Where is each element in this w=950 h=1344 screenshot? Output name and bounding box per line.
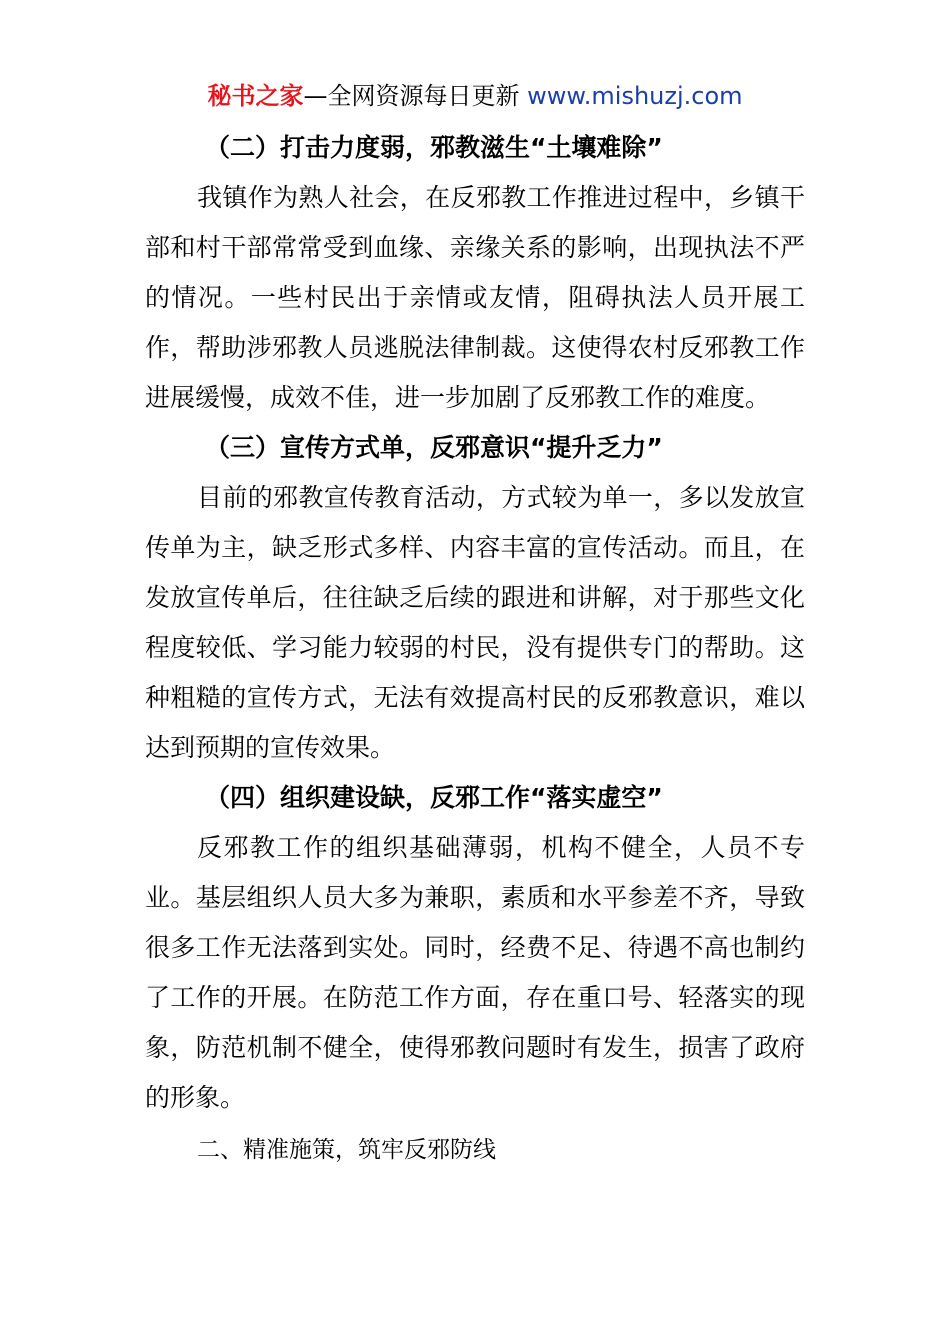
- section-heading-3: （三）宣传方式单，反邪意识“提升乏力”: [205, 433, 663, 462]
- site-slogan: —全网资源每日更新: [303, 82, 528, 110]
- section-heading-2: （二）打击力度弱，邪教滋生“土壤难除”: [205, 133, 663, 162]
- section-paragraph-2: 我镇作为熟人社会，在反邪教工作推进过程中，乡镇干部和村干部常常受到血缘、亲缘关系的影响，出现执法不严的情况。一些村民出于亲情或友情，阻碍执法人员开展工作，帮助涉邪教人员逃脱法律制裁。这使得农村反邪教工作进展缓慢，成效不佳，进一步加剧了反邪教工作的难度。: [145, 183, 805, 412]
- section-paragraph-4: 反邪教工作的组织基础薄弱，机构不健全，人员不专业。基层组织人员大多为兼职，素质和水平参差不齐，导致很多工作无法落到实处。同时，经费不足、待遇不高也制约了工作的开展。在防范工作方面，存在重口号、轻落实的现象，防范机制不健全，使得邪教问题时有发生，损害了政府的形象。: [145, 833, 805, 1112]
- section-paragraph-3: 目前的邪教宣传教育活动，方式较为单一，多以发放宣传单为主，缺乏形式多样、内容丰富的宣传活动。而且，在发放宣传单后，往往缺乏后续的跟进和讲解，对于那些文化程度较低、学习能力较弱的村民，没有提供专门的帮助。这种粗糙的宣传方式，无法有效提高村民的反邪教意识，难以达到预期的宣传效果。: [145, 483, 805, 762]
- document-body: [145, 123, 805, 1175]
- section-heading-4: （四）组织建设缺，反邪工作“落实虚空”: [205, 783, 663, 812]
- site-header: [0, 78, 950, 114]
- site-brand: 秘书之家: [207, 82, 304, 110]
- site-url-link[interactable]: www.mishuzj.com: [527, 82, 743, 110]
- next-section-title: 二、精准施策，筑牢反邪防线: [197, 1137, 496, 1163]
